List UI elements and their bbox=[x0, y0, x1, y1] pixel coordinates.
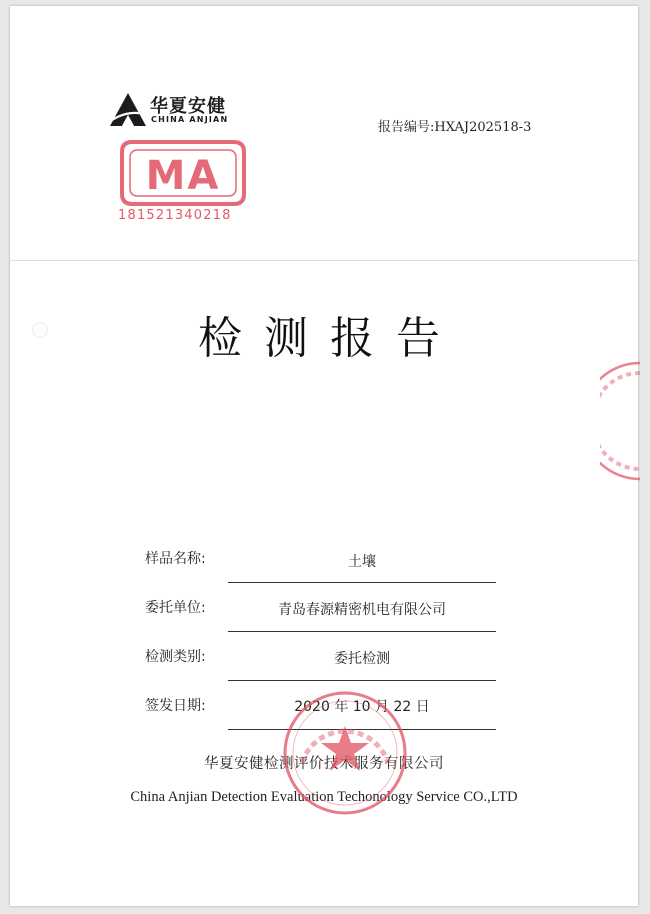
field-value-sample-name: 土壤 bbox=[348, 554, 376, 570]
field-value-issue-date: 2020 年 10 月 22 日 bbox=[294, 699, 430, 715]
page-divider bbox=[10, 260, 638, 261]
official-seal-icon bbox=[280, 688, 410, 818]
field-value-test-type: 委托检测 bbox=[334, 651, 390, 667]
logo-name-cn: 华夏安健 bbox=[150, 96, 226, 117]
field-underline bbox=[228, 582, 496, 583]
edge-seal-icon bbox=[600, 361, 640, 481]
field-label-sample-name: 样品名称: bbox=[145, 551, 206, 567]
report-number: 报告编号:HXAJ202518-3 bbox=[378, 120, 532, 135]
organization-name-cn: 华夏安健检测评价技术服务有限公司 bbox=[204, 756, 444, 772]
field-value-client: 青岛春源精密机电有限公司 bbox=[278, 602, 446, 618]
ma-certification-stamp bbox=[118, 138, 248, 228]
ma-certificate-number: 181521340218 bbox=[118, 208, 232, 223]
field-label-client: 委托单位: bbox=[145, 600, 206, 616]
company-logo bbox=[108, 90, 248, 130]
organization-name-en: China Anjian Detection Evaluation Techonology Service CO.,LTD bbox=[130, 789, 518, 805]
logo-mark-icon bbox=[108, 90, 148, 130]
field-label-issue-date: 签发日期: bbox=[145, 698, 206, 714]
report-title: 检测报告 bbox=[198, 313, 462, 364]
logo-name-en: CHINA ANJIAN bbox=[151, 115, 229, 124]
svg-text:MA: MA bbox=[145, 153, 221, 199]
field-label-test-type: 检测类别: bbox=[145, 649, 206, 665]
report-page bbox=[10, 6, 638, 906]
field-underline bbox=[228, 680, 496, 681]
ma-stamp-icon bbox=[118, 138, 248, 208]
field-underline bbox=[228, 631, 496, 632]
